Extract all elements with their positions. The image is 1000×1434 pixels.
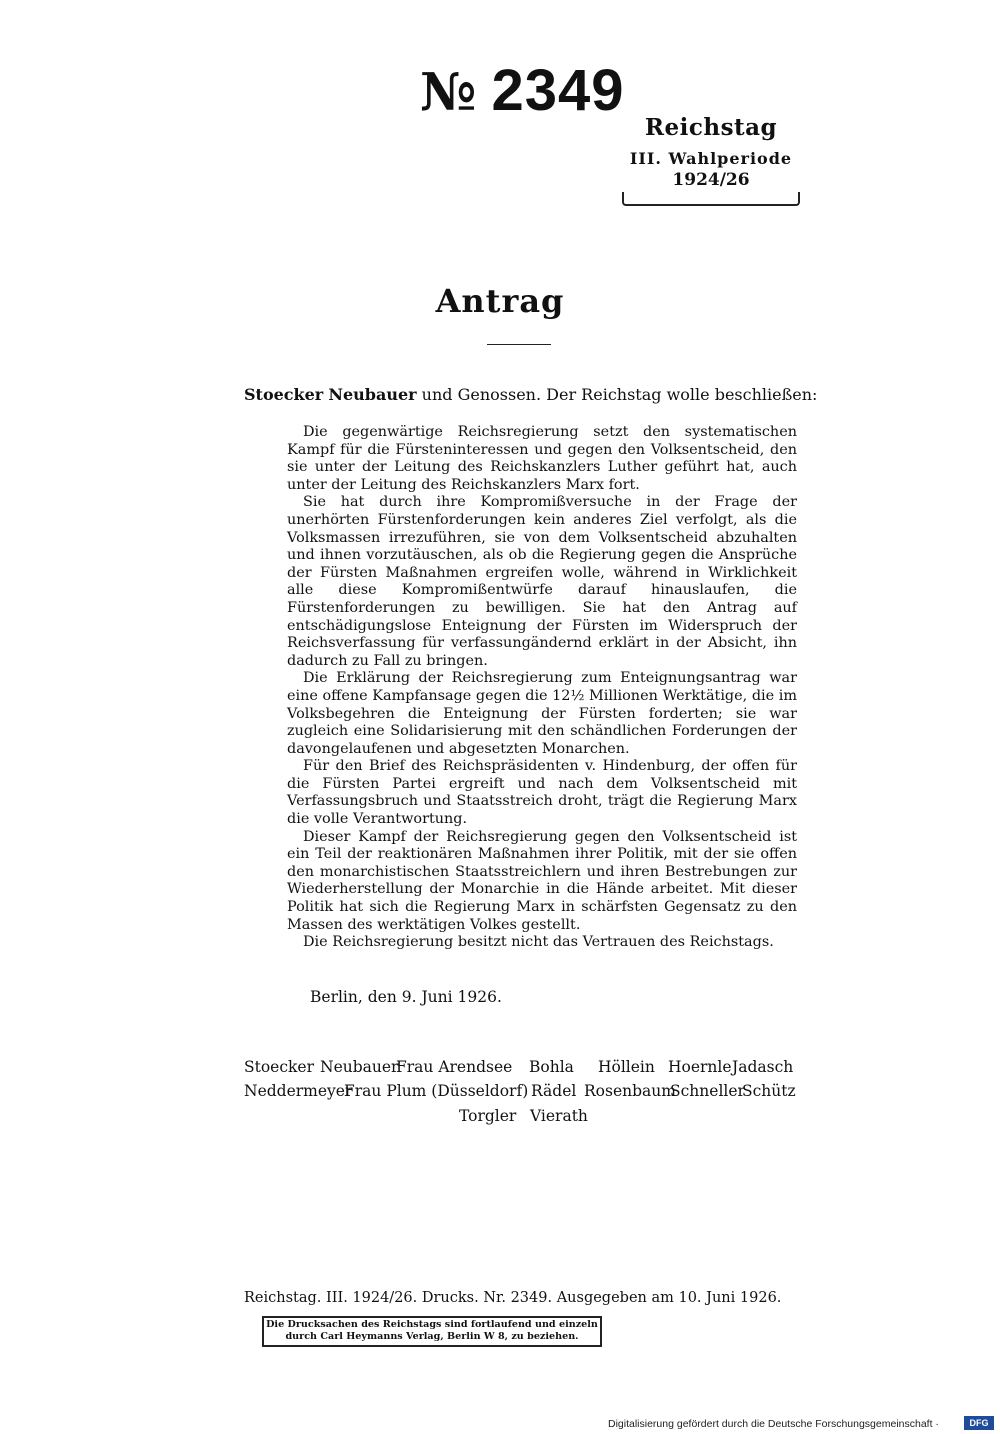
intro-name-stoecker: Stoecker (244, 385, 324, 404)
print-reference: Reichstag. III. 1924/26. Drucks. Nr. 2349. Ausgegeben am 10. Juni 1926. (244, 1290, 782, 1306)
signatory: Torgler (459, 1107, 517, 1125)
signatory: Frau Plum (Düsseldorf) (344, 1082, 529, 1100)
signatory: Vierath (530, 1107, 588, 1125)
stamp-title: Reichstag (644, 114, 778, 141)
signatory: Bohla (529, 1058, 574, 1076)
signatory: Stoecker (244, 1058, 315, 1076)
body-paragraph: Dieser Kampf der Reichsregierung gegen den Volksentscheid ist ein Teil der reaktionären Maßnahmen ihrer Politik, mit der sie offen den monarchistischen Staatsstreichlern und ihren Bestrebungen zur Wiederherstellung der Monarchie in die Hände arbeitet. Mit dieser Politik hat sich die Regierung Marx in schärfsten Gegensatz zu den Massen des werktätigen Volkes gestellt. (287, 828, 797, 933)
signatory: Höllein (598, 1058, 655, 1076)
signatory: Schütz (742, 1082, 796, 1100)
publisher-notice (262, 1316, 602, 1347)
stamp-period: III. Wahlperiode (629, 149, 793, 168)
stamp-bracket (622, 192, 800, 206)
reichstag-stamp (622, 114, 800, 190)
place-date: Berlin, den 9. Juni 1926. (310, 988, 502, 1006)
body-paragraph: Die Erklärung der Reichsregierung zum Enteignungsantrag war eine offene Kampfansage gegen die 12½ Millionen Werktätige, die im Volksbegehren die Enteignung der Fürsten forderten; sie war zugleich eine Solidarisierung mit den schändlichen Forderungen der davongelaufenen und abgesetzten Monarchen. (287, 670, 797, 757)
number-value: 2349 (491, 58, 625, 123)
motion-intro (244, 385, 817, 404)
body-paragraph: Sie hat durch ihre Kompromißversuche in der Frage der unerhörten Fürstenforderungen kein anderes Ziel verfolgt, als die Volksmassen irrezuführen, sie von dem Volksentscheid abzuhalten und ihnen vorzutäuschen, als ob die Regierung gegen die Ansprüche der Fürsten Maßnahmen ergreifen wolle, während in Wirklichkeit alle diese Kompromißentwürfe darauf hinauslaufen, die Fürstenforderungen zu bewilligen. Sie hat den Antrag auf entschädigungslose Enteignung der Fürsten im Widerspruch der Reichsverfassung für verfassungändernd erklärt in der Absicht, ihn dadurch zu Fall zu bringen. (287, 494, 797, 669)
signatory: Hoernle (668, 1058, 732, 1076)
publisher-line-2: durch Carl Heymanns Verlag, Berlin W 8, zu beziehen. (285, 1331, 579, 1342)
stamp-years: 1924/26 (672, 170, 750, 190)
signatory: Jadasch (732, 1058, 794, 1076)
number-sign: № (420, 62, 478, 123)
title-divider (487, 344, 551, 345)
document-number (420, 58, 625, 123)
intro-name-neubauer: Neubauer (328, 385, 417, 404)
signatory: Rosenbaum (584, 1082, 676, 1100)
body-paragraph: Für den Brief des Reichspräsidenten v. Hindenburg, der offen für die Fürsten Partei ergreift und nach dem Volksentscheid mit Verfassungsbruch und Staatsstreich droht, trägt die Regierung Marx die volle Verantwortung. (287, 758, 797, 828)
body-paragraph: Die gegenwärtige Reichsregierung setzt den systematischen Kampf für die Fürsteninteressen und gegen den Volksentscheid, den sie unter der Leitung des Reichskanzlers Luther geführt hat, auch unter der Leitung des Reichskanzlers Marx fort. (287, 424, 797, 493)
signatory: Frau Arendsee (396, 1058, 513, 1076)
signatory: Rädel (531, 1082, 577, 1100)
digitization-note: Digitalisierung gefördert durch die Deutsche Forschungsgemeinschaft · (608, 1418, 939, 1430)
publisher-line-1: Die Drucksachen des Reichstags sind fortlaufend und einzeln (266, 1319, 598, 1330)
dfg-logo: DFG (964, 1416, 994, 1430)
intro-text: und Genossen. Der Reichstag wolle beschließen: (421, 385, 818, 404)
document-title: Antrag (435, 282, 565, 320)
signatory: Neubauer (320, 1058, 399, 1076)
signatory: Schneller (670, 1082, 745, 1100)
motion-body (287, 424, 797, 952)
body-paragraph: Die Reichsregierung besitzt nicht das Vertrauen des Reichstags. (303, 934, 774, 951)
signatory: Neddermeyer (244, 1082, 353, 1100)
